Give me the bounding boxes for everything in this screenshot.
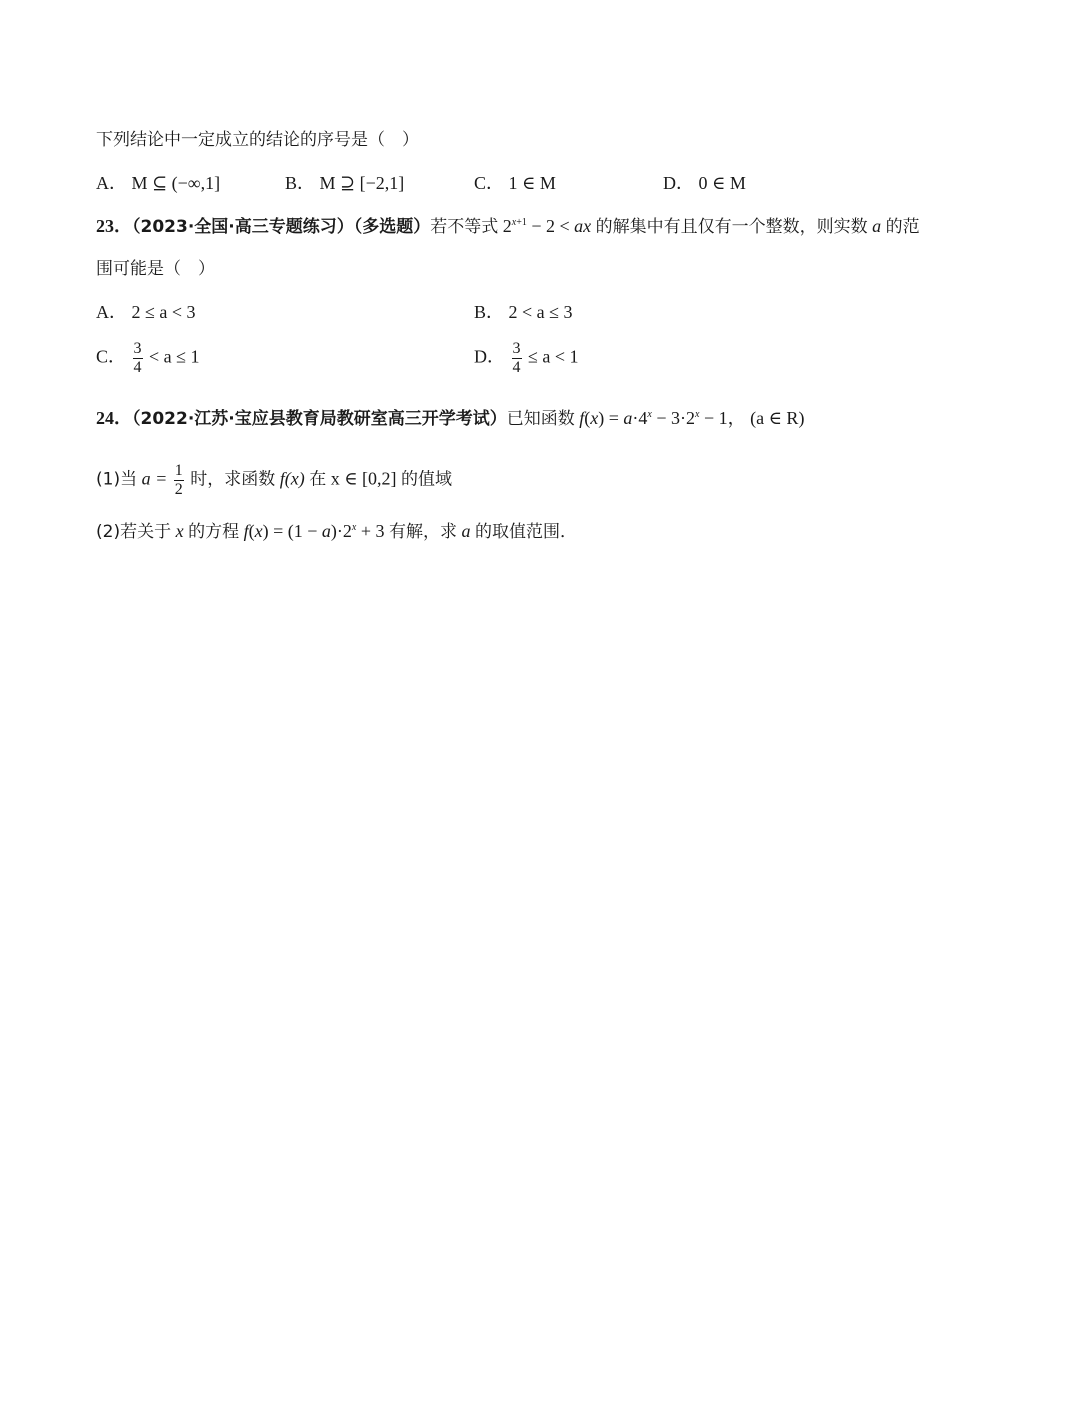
- q24-part2: [96, 519, 577, 544]
- fraction-denominator: 2: [174, 481, 183, 498]
- domain-expr: x ∈ [0,2]: [330, 468, 397, 489]
- a-equals: a =: [141, 468, 168, 489]
- fraction: [174, 462, 184, 499]
- option-expr: 2 ≤ a < 3: [131, 302, 196, 322]
- option-label: B．: [474, 302, 505, 322]
- part-prefix: (2)若关于: [96, 522, 172, 542]
- inequality-expr: $2^{x+1} - 2$ < ax: [502, 216, 592, 236]
- fraction: [133, 340, 143, 377]
- option-label: D．: [663, 173, 694, 193]
- part-text: 时，求函数: [190, 469, 276, 490]
- q23-stem-line2: [96, 257, 215, 281]
- option-expr: 0 ∈ M: [698, 173, 746, 193]
- option-expr: 1 ∈ M: [508, 173, 556, 193]
- option-label: C．: [474, 173, 505, 193]
- q23-option-b: [474, 300, 573, 324]
- variable-x: x: [175, 521, 184, 541]
- question-number: 23．: [96, 216, 132, 236]
- option-label: A．: [96, 302, 127, 322]
- q23-stem-line1: [96, 214, 920, 239]
- question-source: （2023·全国·高三专题练习）（多选题）: [132, 217, 431, 237]
- fraction-numerator: 3: [512, 340, 521, 357]
- equation-expr: $f(x) = (1 - a)\cdot 2^x + 3$: [243, 521, 385, 541]
- fraction-denominator: 4: [133, 359, 142, 376]
- stem-text: 若不等式: [430, 217, 499, 237]
- part-prefix: (1)当: [96, 469, 138, 490]
- q22-option-a: [96, 171, 220, 195]
- stem-text: 围可能是（ ）: [96, 259, 215, 279]
- stem-text: 已知函数: [506, 409, 575, 429]
- stem-text: 的解集中有且仅有一个整数，则实数: [595, 217, 868, 237]
- part-text: 的值域: [401, 469, 453, 490]
- part-text: 在: [309, 469, 327, 490]
- part-text: 的取值范围．: [475, 522, 578, 542]
- q22-option-c: [474, 171, 556, 195]
- fraction-denominator: 4: [512, 359, 521, 376]
- function-ref: f(x): [279, 468, 305, 489]
- q24-stem: 24．（2022·江苏·宝应县教育局教研室高三开学考试）已知函数 $f(x) = a\cdot 4^x - 3\cdot 2^x - 1$， (a ∈ R): [96, 408, 805, 429]
- option-expr: M ⊇ [−2,1]: [319, 173, 405, 193]
- option-label: C．: [96, 346, 127, 367]
- fraction: [512, 340, 522, 377]
- q23-option-a: [96, 300, 196, 324]
- question-number: 24．: [96, 408, 132, 428]
- variable-a: a: [461, 521, 471, 541]
- q22-option-b: [285, 171, 404, 195]
- option-expr: 2 < a ≤ 3: [508, 302, 573, 322]
- option-expr: M ⊆ (−∞,1]: [131, 173, 221, 193]
- option-label: D．: [474, 346, 505, 367]
- q24-part1: [96, 462, 452, 499]
- intro-text: 下列结论中一定成立的结论的序号是（ ）: [96, 130, 419, 150]
- q23-option-c: [96, 340, 200, 377]
- variable-a: a: [872, 216, 882, 236]
- option-label: A．: [96, 173, 127, 193]
- question-intro: [96, 128, 419, 152]
- part-text: 的方程: [188, 522, 240, 542]
- function-expr: $f(x) = a\cdot 4^x - 3\cdot 2^x - 1$: [579, 408, 728, 428]
- question-source: （2022·江苏·宝应县教育局教研室高三开学考试）: [132, 409, 507, 429]
- option-label: B．: [285, 173, 316, 193]
- stem-text: 的范: [885, 217, 920, 237]
- q22-option-d: [663, 171, 746, 195]
- fraction-numerator: 3: [133, 340, 142, 357]
- part-text: 有解，求: [389, 522, 458, 542]
- condition-expr: (a ∈ R): [750, 408, 805, 428]
- option-expr: < a ≤ 1: [149, 346, 200, 367]
- fraction-numerator: 1: [174, 462, 183, 479]
- q23-option-d: [474, 340, 579, 377]
- option-expr: ≤ a < 1: [528, 346, 579, 367]
